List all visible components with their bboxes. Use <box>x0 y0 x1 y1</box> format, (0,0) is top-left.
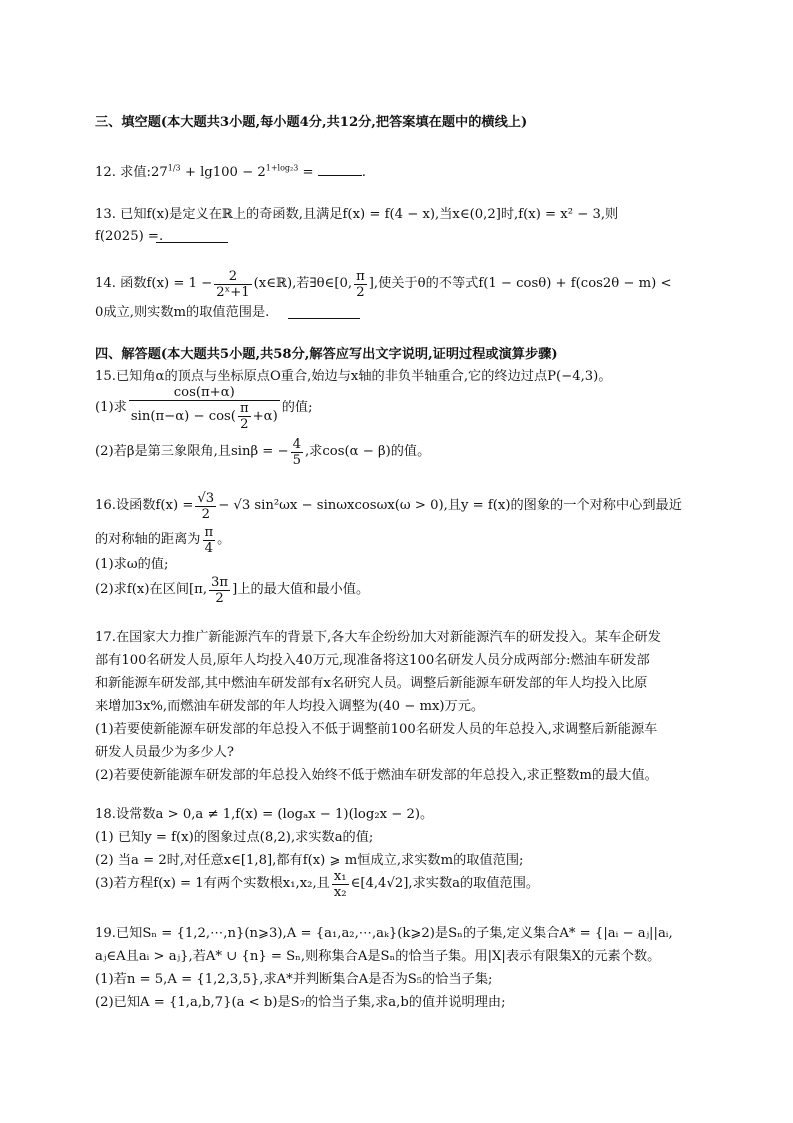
q12-exp1: 1/3 <box>167 163 181 173</box>
question-19-part2: (2)已知A = {1,a,b,7}(a < b)是S₇的恰当子集,求a,b的值并说明理由; <box>95 995 506 1010</box>
fraction-denominator: 4 <box>204 540 214 556</box>
section3-heading: 三、填空题(本大题共3小题,每小题4分,共12分,把答案填在题中的横线上) <box>95 115 528 130</box>
q16-line2-b: 。 <box>217 532 231 547</box>
question-16-part1: (1)求ω的值; <box>95 557 169 572</box>
fraction-numerator: 4 <box>292 436 301 452</box>
q16-line2-fraction <box>203 525 216 556</box>
question-18-part1: (1) 已知y = f(x)的图象过点(8,2),求实数a的值; <box>95 830 374 845</box>
fraction-numerator: x₁ <box>333 868 347 884</box>
fraction-denominator: 2 <box>240 416 249 432</box>
fraction-denominator: 2ˣ+1 <box>216 284 250 300</box>
answer-blank[interactable] <box>288 306 360 319</box>
fraction-denominator: 2 <box>215 590 224 606</box>
question-17-line: 研发人员最少为多少人? <box>95 745 234 760</box>
question-17-line: 和新能源车研发部,其中燃油车研发部有x名研究人员。调整后新能源车研发部的年人均投入比原 <box>95 676 648 691</box>
question-12 <box>95 163 366 182</box>
q12-text-b: + lg100 − 2 <box>180 165 266 180</box>
question-19-line1: 19.已知Sₙ = {1,2,⋯,n}(n⩾3),A = {a₁,a₂,⋯,aₖ}(k⩾2)是Sₙ的子集,定义集合A* = {|aᵢ − aⱼ||aᵢ, <box>95 926 673 941</box>
q16-p2-a: (2)求f(x)在区间[π, <box>95 582 208 597</box>
q12-text-a: 12. 求值:27 <box>95 165 168 180</box>
q15-p1-a: (1)求 <box>95 400 127 415</box>
q15-den-b: +α) <box>252 408 278 424</box>
fraction-denominator: 2 <box>356 284 365 300</box>
q15-p2-a: (2)若β是第三象限角,且sinβ = − <box>95 444 289 459</box>
question-13-line1: 13. 已知f(x)是定义在ℝ上的奇函数,且满足f(x) = f(4 − x),当x∈(0,2]时,f(x) = x² − 3,则 <box>95 207 619 222</box>
q15-main-fraction <box>129 385 280 432</box>
q12-exp2: 1+log₂3 <box>265 163 299 173</box>
q16-line2-a: 的对称轴的距离为 <box>95 532 201 547</box>
question-17-line: 来增加3x%,而燃油车研发部的年人均投入调整为(40 − mx)万元。 <box>95 699 485 714</box>
question-15-part2 <box>95 436 430 468</box>
q12-text-c: = <box>298 165 318 180</box>
question-17-line: 17.在国家大力推广新能源汽车的背景下,各大车企纷纷加大对新能源汽车的研发投入。某车企研发 <box>95 630 661 645</box>
q14-text-c: ],使关于θ的不等式f(1 − cosθ) + f(cos2θ − m) < <box>368 276 672 291</box>
q14-text-b: (x∈ℝ),若∃θ∈[0, <box>253 276 353 291</box>
question-17-line: (2)若要使新能源车研发部的年总投入始终不低于燃油车研发部的年总投入,求正整数m的最大值。 <box>95 768 658 783</box>
fraction-numerator: 3π <box>211 574 229 590</box>
fraction-numerator: √3 <box>197 490 215 506</box>
q18-fraction <box>332 869 349 900</box>
question-14-line2: 0成立,则实数m的取值范围是. <box>95 305 270 320</box>
fraction-numerator: cos(π+α) <box>129 385 280 401</box>
q14-fraction-2 <box>354 269 367 300</box>
section4-heading: 四、解答题(本大题共5小题,共58分,解答应写出文字说明,证明过程或演算步骤) <box>95 347 558 362</box>
q16-text-b: − √3 sin²ωx − sinωxcosωx(ω > 0),且y = f(x)的图象的一个对称中心到最近 <box>218 498 682 513</box>
question-19-part1: (1)若n = 5,A = {1,2,3,5},求A*并判断集合A是否为S₅的恰当子集; <box>95 972 493 987</box>
question-13-line2 <box>95 228 163 246</box>
question-16-part2 <box>95 574 369 606</box>
q15-den-a: sin(π−α) − cos( <box>130 408 236 424</box>
question-16-line1 <box>95 490 682 522</box>
q18-p3-a: (3)若方程f(x) = 1有两个实数根x₁,x₂,且 <box>95 876 330 891</box>
q16-fraction <box>195 491 216 522</box>
question-17-line: (1)若要使新能源车研发部的年总投入不低于调整前100名研发人员的年总投入,求调整后新能源车 <box>95 722 658 737</box>
q12-end: . <box>361 165 366 180</box>
q15-p1-b: 的值; <box>281 400 313 415</box>
q13-line2-text: f(2025) =. <box>95 229 164 244</box>
fraction-numerator: π <box>356 268 365 284</box>
fraction-numerator: π <box>204 524 214 540</box>
q15-inner-fraction <box>238 401 251 432</box>
fraction-denominator: 5 <box>292 452 301 468</box>
question-15-intro: 15.已知角α的顶点与坐标原点O重合,始边与x轴的非负半轴重合,它的终边过点P(−4,3)。 <box>95 369 612 384</box>
q15-p2-b: ,求cos(α − β)的值。 <box>304 444 431 459</box>
q14-text-a: 14. 函数f(x) = 1 − <box>95 276 213 291</box>
question-18-part3 <box>95 866 539 902</box>
question-15-part1 <box>95 384 313 432</box>
answer-blank[interactable] <box>156 230 228 243</box>
question-19-line2: aⱼ∈A且aᵢ > aⱼ},若A* ∪ {n} = Sₙ,则称集合A是Sₙ的恰当子集。用|X|表示有限集X的元素个数。 <box>95 949 661 964</box>
answer-blank[interactable] <box>318 163 362 176</box>
fraction-numerator: 2 <box>214 269 251 285</box>
fraction-denominator <box>129 401 280 432</box>
q18-p3-b: ∈[4,4√2],求实数a的取值范围。 <box>350 876 540 891</box>
question-17-line: 部有100名研发人员,原年人均投入40万元,现准备将这100名研发人员分成两部分:燃油车研发部 <box>95 653 650 668</box>
question-18-intro: 18.设常数a > 0,a ≠ 1,f(x) = (logₐx − 1)(log₂x − 2)。 <box>95 807 434 822</box>
fraction-denominator: x₂ <box>333 884 347 900</box>
q16-p2-b: ]上的最大值和最小值。 <box>232 582 370 597</box>
question-18-part2: (2) 当a = 2时,对任意x∈[1,8],都有f(x) ⩾ m恒成立,求实数m的取值范围; <box>95 853 524 868</box>
q15-p2-fraction <box>291 437 303 468</box>
q16-text-a: 16.设函数f(x) = <box>95 498 194 513</box>
question-16-line2 <box>95 524 230 556</box>
q16-p2-fraction <box>209 575 230 606</box>
fraction-denominator: 2 <box>201 506 210 522</box>
q14-fraction-1 <box>214 269 251 300</box>
fraction-numerator: π <box>239 400 249 416</box>
question-14-line1 <box>95 268 672 300</box>
